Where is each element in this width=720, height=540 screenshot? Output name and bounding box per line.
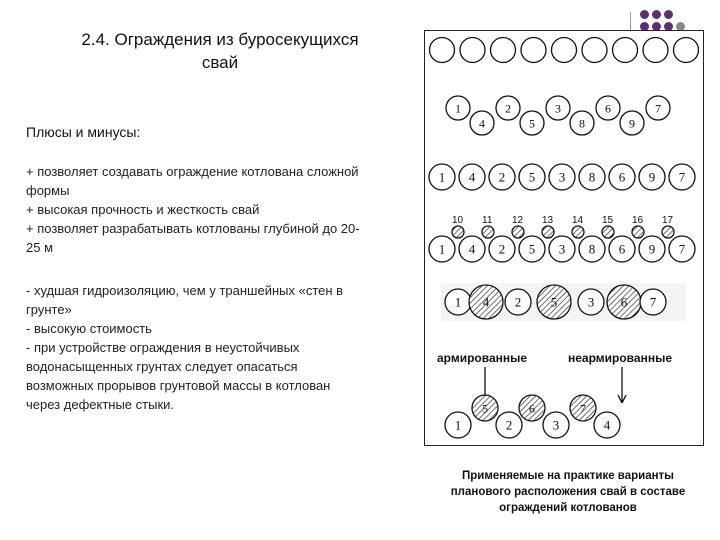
pros-line: 25 м: [26, 240, 54, 255]
pile-number: 4: [603, 417, 611, 433]
pile-circle: [552, 38, 577, 63]
pile-number: 3: [555, 101, 561, 116]
pile-number: 2: [505, 417, 513, 433]
pile-number: 7: [678, 169, 686, 185]
pile-number: 6: [605, 101, 611, 116]
caption-line3: ограждений котлованов: [499, 502, 637, 514]
pile-circle: [460, 38, 485, 63]
pile-layout-diagram: [425, 31, 702, 444]
pile-number: 10: [452, 215, 464, 226]
pile-circle-small-hatched: [602, 226, 614, 238]
pile-circle: [430, 38, 455, 63]
pile-number: 7: [678, 241, 686, 257]
pros-cons-heading: Плюсы и минусы:: [26, 124, 141, 140]
cons-line: - высокую стоимость: [26, 321, 152, 336]
pile-circle-small-hatched: [632, 226, 644, 238]
pile-number: 1: [438, 241, 446, 257]
pile-number: 15: [602, 215, 614, 226]
cons-line: - худшая гидроизоляцию, чем у траншейных «стен в: [26, 283, 344, 298]
pile-circle: [521, 38, 546, 63]
pile-number: 7: [655, 101, 661, 116]
pile-number: 1: [454, 417, 462, 433]
pile-circle: [674, 38, 699, 63]
caption-line2: планового расположения свай в составе: [450, 486, 686, 498]
pile-number: 1: [454, 294, 462, 310]
pile-number: 6: [620, 294, 628, 310]
cons-line: водонасыщенных грунтах следует опасаться: [26, 359, 298, 374]
pile-number: 16: [632, 215, 644, 226]
figure-caption: [430, 468, 706, 516]
pile-number: 14: [572, 215, 584, 226]
pile-number: 7: [580, 401, 586, 416]
label-unreinforced: неармированные: [568, 351, 672, 365]
pile-number: 5: [529, 116, 535, 131]
cons-line: возможных прорывов грунтовой массы в котлован: [26, 378, 331, 393]
pile-number: 9: [648, 169, 656, 185]
pile-layout-figure: [424, 30, 704, 446]
pile-number: 8: [588, 169, 596, 185]
pile-number: 4: [468, 169, 476, 185]
pile-circle-small-hatched: [512, 226, 524, 238]
pile-number: 3: [587, 294, 595, 310]
pile-circle: [582, 38, 607, 63]
pile-number: 8: [579, 116, 585, 131]
cons-line: через дефектные стыки.: [26, 397, 175, 412]
pile-number: 4: [468, 241, 476, 257]
cons-list: [26, 281, 406, 414]
pros-line: + позволяет создавать ограждение котлована сложной: [26, 164, 359, 179]
cons-line: - при устройстве ограждения в неустойчивых: [26, 340, 300, 355]
pile-number: 2: [498, 241, 506, 257]
pile-number: 3: [558, 241, 566, 257]
pile-circle: [643, 38, 668, 63]
pros-list: [26, 162, 406, 257]
pile-number: 4: [482, 294, 490, 310]
pile-circle-small-hatched: [482, 226, 494, 238]
pile-number: 5: [528, 169, 536, 185]
pile-number: 9: [648, 241, 656, 257]
pile-number: 1: [438, 169, 446, 185]
pile-circle-small-hatched: [572, 226, 584, 238]
pile-number: 9: [629, 116, 635, 131]
pile-number: 6: [529, 401, 535, 416]
pile-number: 1: [455, 101, 461, 116]
pile-number: 11: [482, 215, 493, 226]
pros-line: + высокая прочность и жесткость свай: [26, 202, 260, 217]
pile-circle-small-hatched: [662, 226, 674, 238]
pile-number: 17: [662, 215, 674, 226]
pros-line: формы: [26, 183, 70, 198]
label-reinforced: армированные: [437, 351, 528, 365]
slide-title-line2: свай: [201, 53, 239, 72]
pile-number: 3: [558, 169, 566, 185]
pile-circle-small-hatched: [452, 226, 464, 238]
pile-number: 2: [514, 294, 522, 310]
pile-circle: [491, 38, 516, 63]
caption-line1: Применяемые на практике варианты: [462, 470, 674, 482]
pile-number: 5: [482, 401, 488, 416]
pile-number: 5: [550, 294, 558, 310]
cons-line: грунте»: [26, 302, 72, 317]
pile-number: 12: [512, 215, 524, 226]
pile-number: 13: [542, 215, 554, 226]
pile-circle: [613, 38, 638, 63]
slide-title: [30, 28, 410, 74]
pile-number: 2: [505, 101, 511, 116]
pile-circle-small-hatched: [542, 226, 554, 238]
pile-number: 4: [479, 116, 485, 131]
pros-line: + позволяет разрабатывать котлованы глубиной до 20-: [26, 221, 360, 236]
pile-number: 7: [649, 294, 657, 310]
pile-number: 8: [588, 241, 596, 257]
slide-title-line1: 2.4. Ограждения из буросекущихся: [81, 30, 359, 49]
pile-number: 2: [498, 169, 506, 185]
pile-number: 6: [618, 241, 626, 257]
pile-number: 6: [618, 169, 626, 185]
pile-number: 3: [552, 417, 560, 433]
pile-number: 5: [528, 241, 536, 257]
